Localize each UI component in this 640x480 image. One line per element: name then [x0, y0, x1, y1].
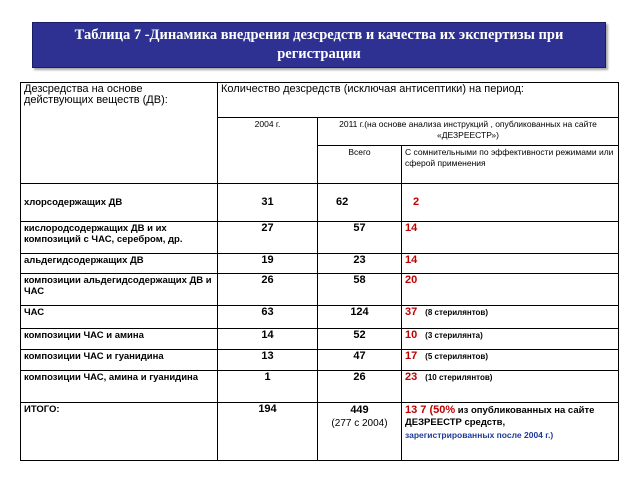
- row-2004: 13: [218, 350, 318, 371]
- table-row: [21, 222, 619, 254]
- row-note: (3 стерилянта): [425, 331, 483, 340]
- row-name: альдегидсодержащих ДВ: [21, 254, 218, 274]
- row-doubt: 37: [405, 306, 418, 318]
- row-total: 62: [318, 184, 402, 222]
- total-2004: 194: [218, 403, 318, 461]
- total-row: [21, 403, 619, 461]
- row-name: композиции ЧАС, амина и гуанидина: [21, 371, 218, 403]
- row-2004: 31: [218, 184, 318, 222]
- table-row: [21, 306, 619, 329]
- disinfectants-table: [20, 82, 619, 461]
- row-name: хлорсодержащих ДВ: [21, 184, 218, 222]
- row-doubt: 14: [405, 222, 418, 234]
- row-2004: 26: [218, 274, 318, 306]
- total-doubt-value: 13 7 (50%: [405, 404, 456, 416]
- header-year-2011: 2011 г.(на основе анализа инструкций , опубликованных на сайте «ДЕЗРЕЕСТР»): [318, 118, 619, 146]
- page-title: Таблица 7 -Динамика внедрения дезсредств и качества их экспертизы при регистрации: [32, 22, 606, 68]
- row-note: (5 стерилянтов): [425, 352, 488, 361]
- total-doubt-registered: зарегистрированных после 2004 г.): [405, 430, 554, 440]
- header-year-2004: 2004 г.: [218, 118, 318, 184]
- header-doubtful: С сомнительными по эффективности режимами или сферой применения: [402, 146, 619, 184]
- table-row: [21, 184, 619, 222]
- row-name: ЧАС: [21, 306, 218, 329]
- row-doubt: 10: [405, 329, 418, 341]
- header-col-substances: Дезсредства на основе действующих веществ (ДВ):: [21, 83, 218, 184]
- row-name: композиции альдегидсодержащих ДВ и ЧАС: [21, 274, 218, 306]
- total-count: 449: [350, 404, 369, 416]
- row-name: кислородсодержащих ДВ и их композиций с ЧАС, серебром, др.: [21, 222, 218, 254]
- row-2004: 1: [218, 371, 318, 403]
- table-row: [21, 350, 619, 371]
- row-total: 52: [318, 329, 402, 350]
- row-total: 47: [318, 350, 402, 371]
- row-2004: 27: [218, 222, 318, 254]
- table-row: [21, 274, 619, 306]
- table-row: [21, 254, 619, 274]
- row-total: 124: [318, 306, 402, 329]
- row-total: 58: [318, 274, 402, 306]
- row-note: (10 стерилянтов): [425, 373, 493, 382]
- row-total: 57: [318, 222, 402, 254]
- header-total: Всего: [318, 146, 402, 184]
- row-2004: 63: [218, 306, 318, 329]
- total-doubt-text: из опубликованных на сайте ДЕЗРЕЕСТР средств,: [405, 405, 595, 428]
- table-row: [21, 329, 619, 350]
- row-note: (8 стерилянтов): [425, 308, 488, 317]
- row-doubt: 23: [405, 371, 418, 383]
- row-doubt: 17: [405, 350, 418, 362]
- table-row: [21, 371, 619, 403]
- row-doubt: 14: [405, 254, 418, 266]
- row-2004: 14: [218, 329, 318, 350]
- row-name: композиции ЧАС и гуанидина: [21, 350, 218, 371]
- total-label: ИТОГО:: [21, 403, 218, 461]
- row-2004: 19: [218, 254, 318, 274]
- row-total: 26: [318, 371, 402, 403]
- row-doubt: 2: [413, 196, 420, 208]
- row-doubt: 20: [405, 274, 418, 286]
- total-since-2004: (277 с 2004): [331, 418, 388, 429]
- header-col-quantity: Количество дезсредств (исключая антисептики) на период:: [218, 83, 619, 118]
- row-name: композиции ЧАС и амина: [21, 329, 218, 350]
- row-total: 23: [318, 254, 402, 274]
